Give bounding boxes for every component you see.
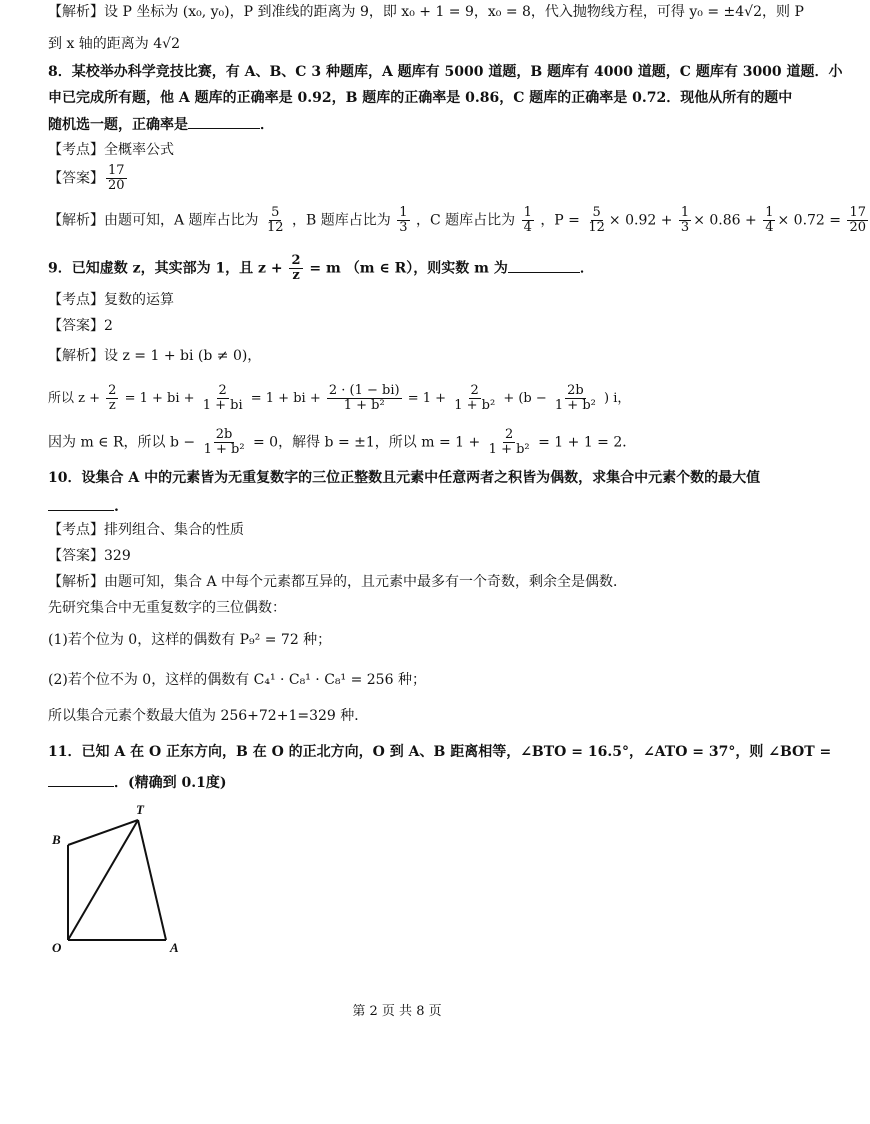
q8-line2: 申已完成所有题，他 A 题库的正确率是 0.92，B 题库的正确率是 0.86，C 题库的正确率是 0.72．现他从所有的题中 [48, 90, 793, 106]
q11-line1: 11．已知 A 在 O 正东方向，B 在 O 的正北方向，O 到 A、B 距离相等，∠BTO = 16.5°，∠ATO = 37°，则 ∠BOT = [48, 744, 832, 760]
q9-answer: 【答案】2 [48, 318, 113, 334]
answer-blank [48, 772, 114, 787]
q9-conclusion: 因为 m ∈ R，所以 b − $\frac{2b}{\text{1 + b²}}$ = 0，解得 b = ±1，所以 m = 1 + $\frac{2}{\text{1 + b²}}$ = 1 + 1 = 2． [48, 427, 637, 457]
label-o: O [52, 940, 62, 955]
q9-line1: 9．已知虚数 z，其实部为 1，且 z + $\frac{2}{z}$ = m （m ∈ R），则实数 m 为 ． [48, 253, 594, 283]
q10-kaodian: 【考点】排列组合、集合的性质 [48, 522, 244, 538]
q10-answer: 【答案】329 [48, 548, 131, 564]
q10-analysis-3: (1)若个位为 0，这样的偶数有 P₉² = 72 种； [48, 632, 332, 648]
q8-line1: 8．某校举办科学竞技比赛，有 A、B、C 3 种题库，A 题库有 5000 道题，B 题库有 4000 道题，C 题库有 3000 道题．小 [48, 64, 843, 80]
prev-analysis-line2: 到 x 轴的距离为 4√2 [48, 36, 180, 52]
label-t: T [136, 802, 144, 817]
prev-analysis-line1: 【解析】设 P 坐标为 (x₀, y₀)，P 到准线的距离为 9，即 x₀ + 1 = 9，x₀ = 8，代入抛物线方程，可得 y₀ = ±4√2，则 P [48, 4, 804, 20]
q8-answer-fraction: $\frac{17}{20}$ [108, 163, 125, 193]
q9-kaodian: 【考点】复数的运算 [48, 292, 174, 308]
label-a: A [170, 940, 179, 955]
q9-analysis: 【解析】设 z = 1 + bi (b ≠ 0)， [48, 348, 262, 364]
q11-line2: ．(精确到 0.1度) [48, 772, 754, 793]
answer-blank [508, 258, 580, 273]
q8-answer: 【答案】 $\frac{17}{20}$ [48, 163, 125, 193]
q10-analysis-4: (2)若个位不为 0，这样的偶数有 C₄¹ · C₈¹ · C₈¹ = 256 种； [48, 672, 426, 688]
q10-line1: 10．设集合 A 中的元素皆为无重复数字的三位正整数且元素中任意两者之积皆为偶数，求集合中元素个数的最大值 [48, 470, 761, 486]
segment-bt [68, 820, 138, 845]
q10-analysis-5: 所以集合元素个数最大值为 256+72+1=329 种． [48, 708, 369, 724]
q8-kaodian: 【考点】全概率公式 [48, 142, 174, 158]
segment-ta [138, 820, 166, 940]
q8-line3: 随机选一题，正确率是 ． [48, 114, 754, 135]
answer-blank [188, 114, 260, 129]
q8-analysis: 【解析】由题可知，A 题库占比为 $\frac{5}{12}$ ，B 题库占比为 $\frac{1}{3}$ ，C 题库占比为 $\frac{1}{4}$ ，P = $\frac{5}{12}$ × 0.92 + $\frac{1}{3}$ × 0.86 + $\frac{1}{4}$ × 0.72 = $\frac{17}{20}$ [48, 205, 867, 235]
segment-ot [68, 820, 138, 940]
q9-derivation: 所以 z + $\frac{2}{z}$ = 1 + bi + $\frac{2}{1 + bi}$ = 1 + bi + $\frac{2 \cdot (1 - bi)}{\text{1 + b²}}$ = 1 + $\frac{2}{\text{1 + b²}}$ + (b − $\frac{2b}{\text{1 + b²}}$ ) i， [48, 383, 631, 413]
q10-line2: . [48, 496, 754, 517]
answer-blank [48, 496, 114, 511]
page-footer: 第 2 页 共 8 页 [352, 1004, 442, 1019]
geometry-figure [48, 800, 198, 960]
q10-analysis-2: 先研究集合中无重复数字的三位偶数： [48, 600, 286, 616]
q10-analysis-1: 【解析】由题可知，集合 A 中每个元素都互异的，且元素中最多有一个奇数，剩余全是偶数． [48, 574, 628, 590]
label-b: B [52, 832, 61, 847]
